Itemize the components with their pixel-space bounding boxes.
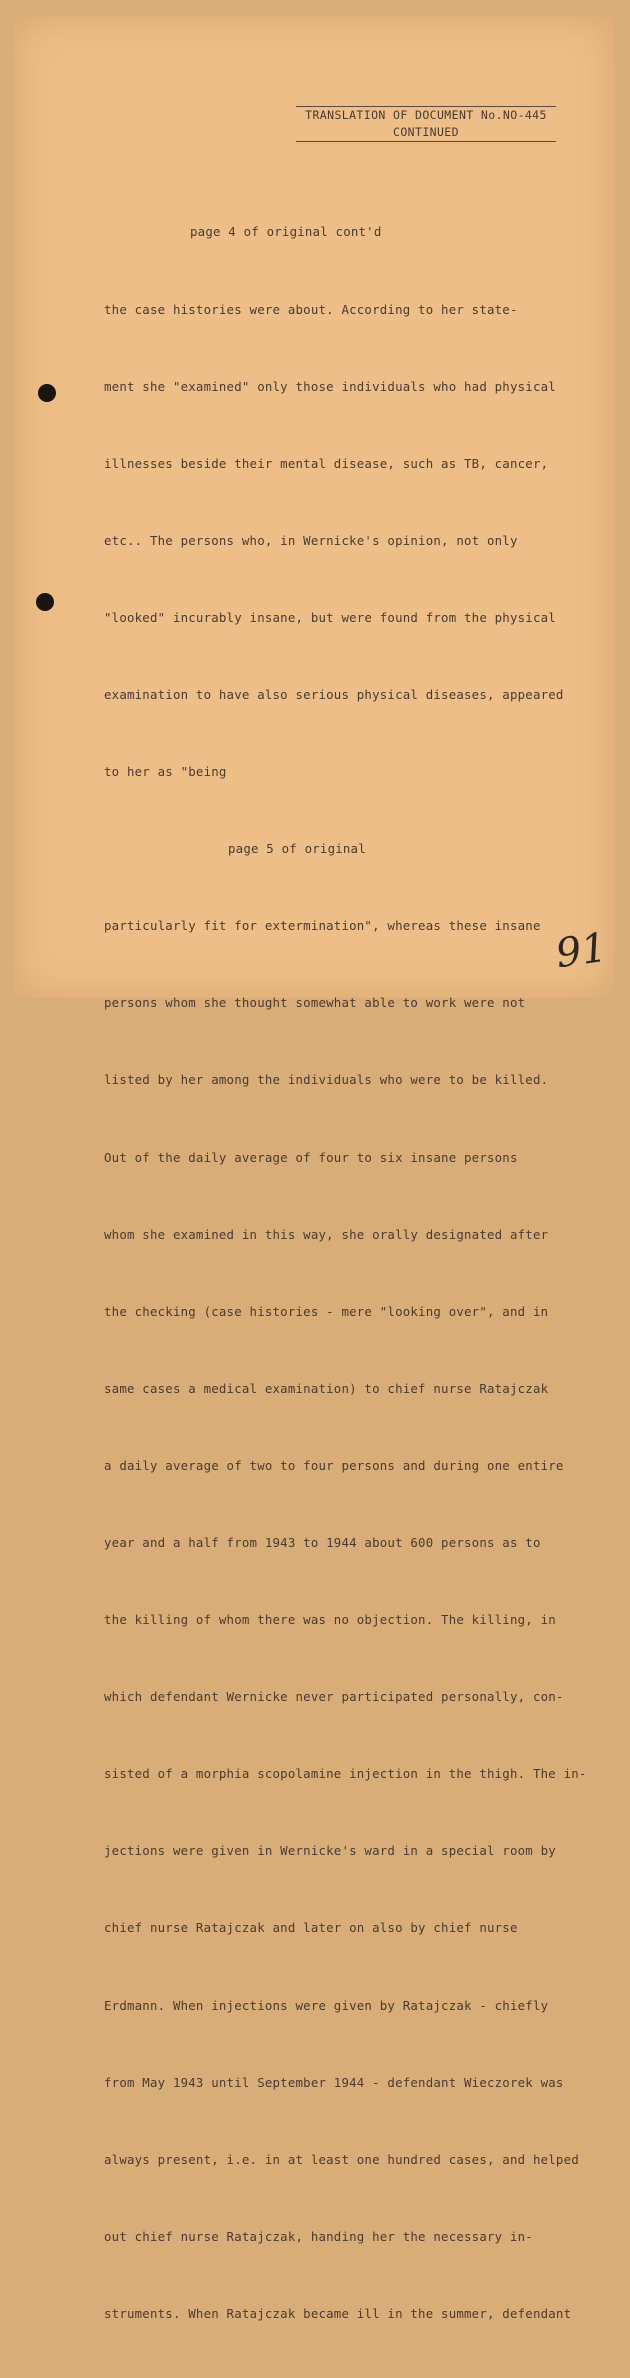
document-header <box>296 106 556 142</box>
header-title: TRANSLATION OF DOCUMENT No.NO-445 <box>305 108 547 122</box>
header-subtitle: CONTINUED <box>393 125 459 139</box>
text-line: Out of the daily average of four to six insane persons <box>104 1149 518 1165</box>
text-line: page 4 of original cont'd <box>190 224 382 240</box>
document-page <box>14 16 614 2321</box>
text-line: illnesses beside their mental disease, such as TB, cancer, <box>104 455 549 471</box>
text-line: chief nurse Ratajczak and later on also by chief nurse <box>104 1920 518 1936</box>
document-body <box>104 168 587 2378</box>
header-rule-bottom <box>296 141 556 142</box>
text-line: etc.. The persons who, in Wernicke's opinion, not only <box>104 532 518 548</box>
text-line: "looked" incurably insane, but were found from the physical <box>104 609 556 625</box>
text-line: page 5 of original <box>228 841 366 857</box>
text-line: out chief nurse Ratajczak, handing her the necessary in- <box>104 2228 533 2244</box>
text-line: persons whom she thought somewhat able to work were not <box>104 995 526 1011</box>
text-line: jections were given in Wernicke's ward in a special room by <box>104 1843 556 1859</box>
text-line: struments. When Ratajczak became ill in the summer, defendant <box>104 2305 572 2321</box>
text-line: particularly fit for extermination", whereas these insane <box>104 918 541 934</box>
handwritten-page-number: 91 <box>553 924 610 978</box>
text-line: from May 1943 until September 1944 - defendant Wieczorek was <box>104 2074 564 2090</box>
text-line: the case histories were about. According to her state- <box>104 301 518 317</box>
text-line: ment she "examined" only those individuals who had physical <box>104 378 556 394</box>
text-line: to her as "being <box>104 764 227 780</box>
text-line: always present, i.e. in at least one hundred cases, and helped <box>104 2151 579 2167</box>
text-line: examination to have also serious physical diseases, appeared <box>104 686 564 702</box>
punch-hole <box>36 593 54 611</box>
text-line: Erdmann. When injections were given by Ratajczak - chiefly <box>104 1997 549 2013</box>
text-line: the checking (case histories - mere "looking over", and in <box>104 1303 549 1319</box>
text-line: year and a half from 1943 to 1944 about 600 persons as to <box>104 1535 541 1550</box>
punch-hole <box>38 384 56 402</box>
text-line: a daily average of two to four persons and during one entire <box>104 1457 564 1473</box>
text-line: whom she examined in this way, she orally designated after <box>104 1226 549 1242</box>
text-line: same cases a medical examination) to chief nurse Ratajczak <box>104 1380 549 1396</box>
text-line: the killing of whom there was no objection. The killing, in <box>104 1612 556 1628</box>
text-line: listed by her among the individuals who were to be killed. <box>104 1072 549 1088</box>
text-line: which defendant Wernicke never participated personally, con- <box>104 1689 564 1705</box>
text-line: sisted of a morphia scopolamine injection in the thigh. The in- <box>104 1766 587 1782</box>
